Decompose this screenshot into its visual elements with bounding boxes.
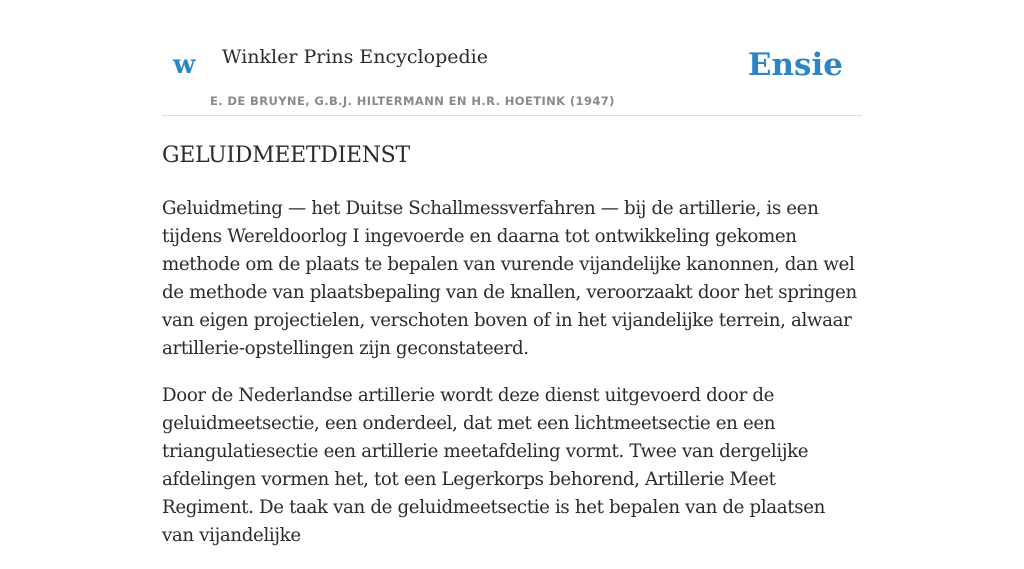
ensie-logo[interactable]: Ensie (747, 47, 843, 83)
authors-line: E. DE BRUYNE, G.B.J. HILTERMANN EN H.R. HOETINK (1947) (210, 94, 615, 108)
winkler-prins-logo[interactable]: w (173, 50, 196, 80)
site-title[interactable]: Winkler Prins Encyclopedie (222, 46, 488, 68)
article-paragraph-1: Geluidmeting — het Duitse Schallmessverfahren — bij de artillerie, is een tijdens Wereldoorlog I ingevoerde en daarna tot ontwikkeling gekomen methode om de plaats te bepalen van vurende vijandelijke kanonnen, dan wel de methode van plaatsbepaling van de knallen, veroorzaakt door het springen van eigen projectielen, verschoten boven of in het vijandelijke terrein, alwaar artillerie-opstellingen zijn geconstateerd. (162, 198, 857, 360)
page-header (162, 0, 862, 116)
article-body (162, 138, 862, 569)
article-paragraph-2: Door de Nederlandse artillerie wordt deze dienst uitgevoerd door de geluidmeetsectie, een onderdeel, dat met een lichtmeetsectie en een triangulatiesectie een artillerie meetafdeling vormt. Twee van dergelijke afdelingen vormen het, tot een Legerkorps behorend, Artillerie Meet Regiment. De taak van de geluidmeetsectie is het bepalen van de plaatsen van vijandelijke (162, 385, 825, 547)
article-title: GELUIDMEETDIENST (162, 143, 410, 168)
